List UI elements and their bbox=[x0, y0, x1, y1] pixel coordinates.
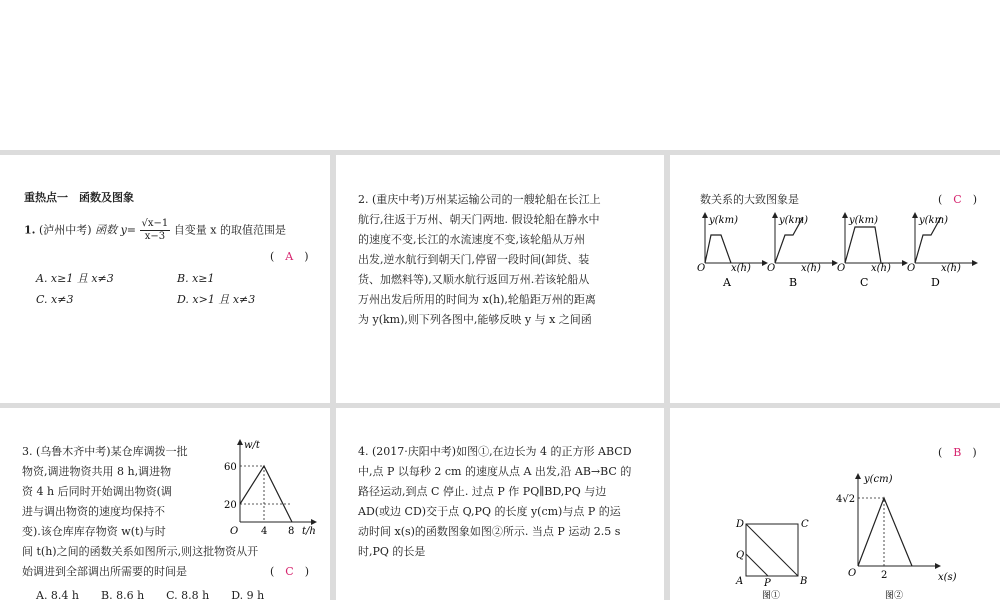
graph-label-d: D bbox=[931, 276, 940, 289]
y-tick-20: 20 bbox=[224, 500, 237, 511]
option-a: A. x≥1 且 x≠3 bbox=[36, 272, 114, 285]
figure-1-square bbox=[730, 516, 810, 600]
text-line: 货、加燃料等),又顺水航行返回万州.若该轮船从 bbox=[358, 273, 590, 286]
fraction bbox=[140, 218, 171, 243]
figure-2-graph bbox=[830, 470, 1000, 600]
origin-label: O bbox=[848, 568, 857, 579]
text-line: 路径运动,到点 C 停止. 过点 P 作 PQ∥BD,PQ 与边 bbox=[358, 485, 607, 498]
text-line: 万州出发后所用的时间为 x(h),轮船距万州的距离 bbox=[358, 293, 596, 306]
origin-label: O bbox=[230, 526, 239, 536]
panel-question-1 bbox=[0, 155, 330, 403]
vertex-d: D bbox=[736, 519, 745, 530]
point-q: Q bbox=[736, 550, 745, 561]
panel-question-2-graphs bbox=[670, 155, 1000, 403]
text-line: 物资,调进物资共用 8 h,调进物 bbox=[22, 465, 172, 478]
graph-line bbox=[858, 498, 912, 566]
answer-bracket: ( A ) bbox=[270, 250, 309, 263]
x-tick-8: 8 bbox=[288, 526, 295, 536]
origin-label: O bbox=[767, 263, 776, 274]
text-line: 资 4 h 后同时开始调出物资(调 bbox=[22, 485, 172, 498]
answer: C bbox=[953, 193, 962, 206]
question-1-stem bbox=[24, 218, 286, 243]
text-line: 出发,逆水航行到朝天门,停留一段时间(卸货、装 bbox=[358, 253, 590, 266]
function-prefix: 函数 y= bbox=[95, 223, 137, 237]
origin-label: O bbox=[697, 263, 706, 274]
question-number: 1. bbox=[24, 223, 36, 237]
text-line: 动时间 x(s)的函数图象如图②所示. 当点 P 运动 2.5 s bbox=[358, 525, 621, 538]
question-suffix: 自变量 x 的取值范围是 bbox=[173, 223, 286, 237]
y-axis-label: y(km) bbox=[849, 215, 878, 226]
graph-line bbox=[240, 466, 292, 522]
x-tick-4: 4 bbox=[261, 526, 268, 536]
x-axis-label: x(h) bbox=[871, 263, 891, 274]
figure-2-caption: 图② bbox=[885, 591, 904, 600]
graph-label-b: B bbox=[789, 276, 798, 289]
graph-a bbox=[697, 213, 767, 289]
panel-question-4 bbox=[336, 408, 664, 600]
inventory-graph bbox=[222, 436, 322, 536]
y-axis-label: y(km) bbox=[919, 215, 948, 226]
graph-d bbox=[907, 213, 977, 289]
answer-bracket: ( C ) bbox=[270, 565, 310, 578]
guide-lines bbox=[240, 466, 264, 522]
section-heading: 重热点一 函数及图象 bbox=[24, 191, 134, 204]
text-line: 始调进到全部调出所需要的时间是 bbox=[22, 565, 187, 578]
diagonal-bd bbox=[746, 524, 798, 576]
graph-label-a: A bbox=[723, 276, 731, 289]
answer: A bbox=[285, 250, 294, 263]
text-line: 为 y(km),则下列各图中,能够反映 y 与 x 之间函 bbox=[358, 313, 592, 326]
text-line: 4. (2017·庆阳中考)如图①,在边长为 4 的正方形 ABCD bbox=[358, 445, 632, 458]
answer: B bbox=[953, 446, 962, 459]
fraction-numerator: √x−1 bbox=[141, 218, 169, 229]
vertex-a: A bbox=[736, 576, 744, 587]
text-line: 2. (重庆中考)万州某运输公司的一艘轮船在长江上 bbox=[358, 193, 601, 206]
text-line: 3. (乌鲁木齐中考)某仓库调拨一批 bbox=[22, 445, 188, 458]
answer-bracket: ( B ) bbox=[938, 446, 977, 459]
question-2-text bbox=[358, 190, 601, 330]
origin-label: O bbox=[907, 263, 916, 274]
text-line: AD(或边 CD)交于点 Q,PQ 的长度 y(cm)与点 P 的运 bbox=[358, 505, 621, 518]
y-axis-label: y(km) bbox=[779, 215, 808, 226]
figure-1-caption: 图① bbox=[762, 591, 781, 600]
top-blank-area bbox=[0, 0, 1000, 150]
origin-label: O bbox=[837, 263, 846, 274]
segment-pq bbox=[746, 554, 768, 576]
x-axis-label: x(h) bbox=[941, 263, 961, 274]
graph-line bbox=[705, 235, 731, 263]
fraction-denominator: x−3 bbox=[144, 231, 166, 242]
option-d: D. x>1 且 x≠3 bbox=[177, 293, 256, 306]
panel-question-4-figures bbox=[670, 408, 1000, 600]
option-b: B. x≥1 bbox=[177, 272, 215, 285]
text-line: 变).该仓库库存物资 w(t)与时 bbox=[22, 525, 166, 538]
question-source: (泸州中考) bbox=[38, 223, 92, 237]
text-line: 间 t(h)之间的函数关系如图所示,则这批物资从开 bbox=[22, 545, 259, 558]
vertex-c: C bbox=[801, 519, 809, 530]
answer-bracket: ( C ) bbox=[938, 193, 978, 206]
graph-c bbox=[837, 213, 907, 289]
question-2-tail: 数关系的大致图象是 bbox=[700, 193, 799, 206]
graph-b bbox=[767, 213, 837, 289]
graph-label-c: C bbox=[860, 276, 869, 289]
point-p: P bbox=[764, 578, 771, 589]
option-c: C. x≠3 bbox=[36, 293, 74, 306]
x-axis-label: x(h) bbox=[801, 263, 821, 274]
panel-question-2 bbox=[336, 155, 664, 403]
text-line: 的速度不变,长江的水流速度不变,该轮船从万州 bbox=[358, 233, 585, 246]
option-graphs bbox=[670, 205, 1000, 295]
x-axis-label: x(s) bbox=[938, 572, 957, 583]
vertex-b: B bbox=[800, 576, 808, 587]
y-axis-label: y(cm) bbox=[864, 474, 893, 485]
x-tick: 2 bbox=[881, 570, 888, 581]
text-line: 进与调出物资的速度均保持不 bbox=[22, 505, 165, 518]
y-axis-label: y(km) bbox=[709, 215, 738, 226]
x-axis-label: t/h bbox=[302, 526, 316, 536]
text-line: 时,PQ 的长是 bbox=[358, 545, 426, 558]
graph-line bbox=[845, 227, 881, 263]
panel-question-3 bbox=[0, 408, 330, 600]
x-axis-label: x(h) bbox=[731, 263, 751, 274]
y-tick-60: 60 bbox=[224, 462, 237, 473]
question-4-text bbox=[358, 442, 632, 562]
answer: C bbox=[285, 565, 294, 578]
text-line: 航行,往返于万州、朝天门两地. 假设轮船在静水中 bbox=[358, 213, 600, 226]
options: A. 8.4 h B. 8.6 h C. 8.8 h D. 9 h bbox=[36, 589, 265, 600]
y-tick: 4√2 bbox=[836, 494, 856, 505]
text-line: 中,点 P 以每秒 2 cm 的速度从点 A 出发,沿 AB→BC 的 bbox=[358, 465, 632, 478]
y-axis-label: w/t bbox=[244, 440, 260, 451]
